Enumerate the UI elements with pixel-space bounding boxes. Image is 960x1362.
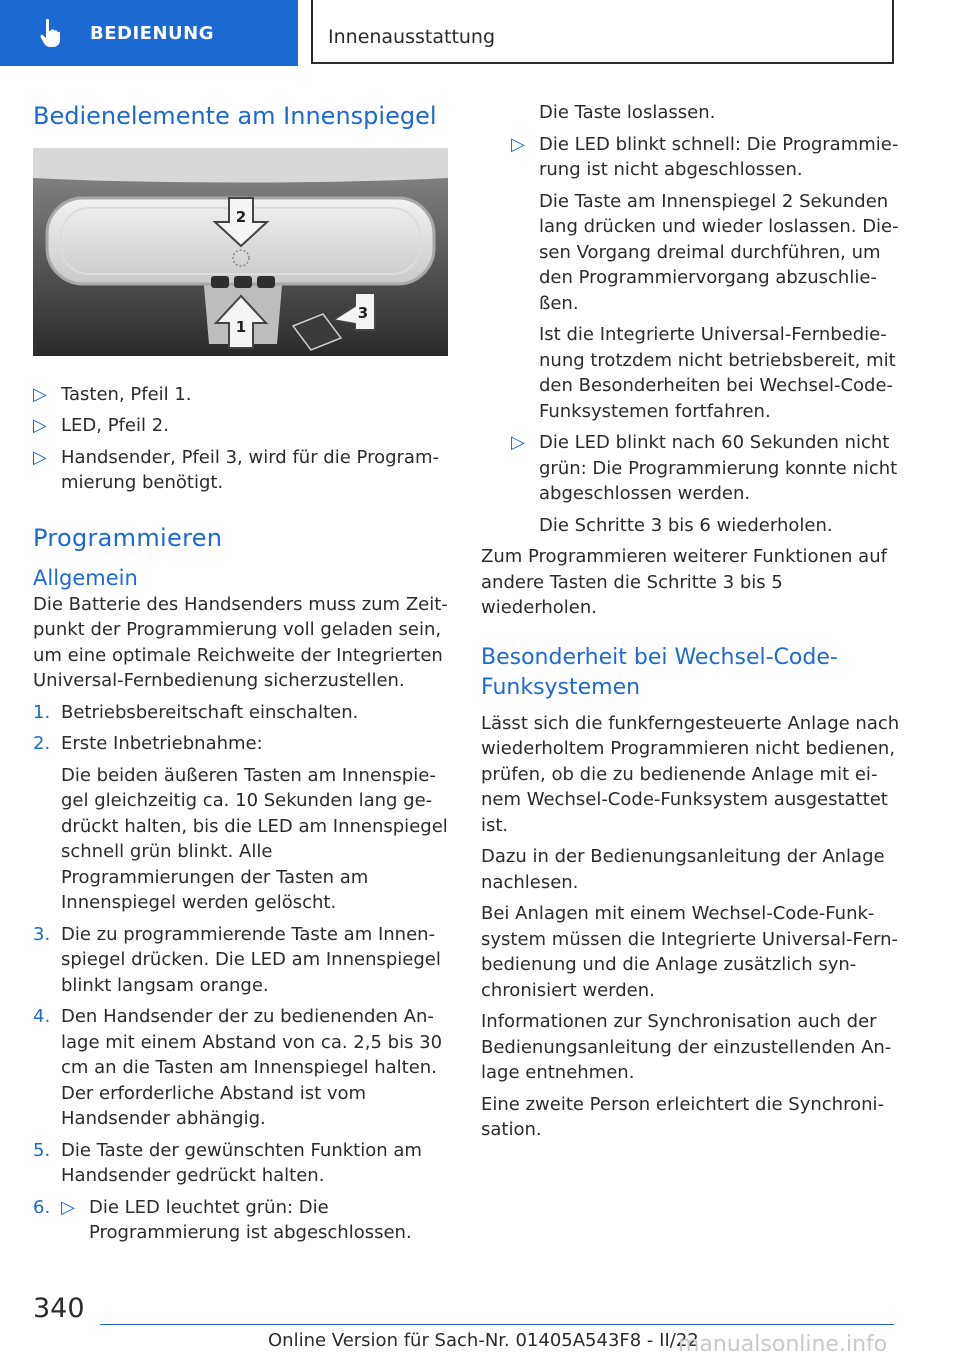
intro-paragraph: Die Batterie des Handsenders muss zum Zeitpunkt der Programmierung voll geladen sein, um eine optimale Reichweite der Integrierten Universal-Fernbedienung sicherzustellen. bbox=[33, 593, 448, 691]
section-heading: Besonderheit bei Wechsel-Code-Funksystemen bbox=[481, 644, 838, 700]
paragraph: Informationen zur Synchronisation auch der Bedienungsanleitung der einzustellenden Anlage entnehmen. bbox=[481, 1011, 892, 1083]
chapter-label: BEDIENUNG bbox=[90, 22, 214, 44]
list-item: ▷ Handsender, Pfeil 3, wird für die Programmierung benötigt. bbox=[33, 446, 439, 493]
step-item: 1. Betriebsbereitschaft einschalten. bbox=[33, 701, 359, 723]
step-6-outcomes bbox=[61, 1195, 450, 1246]
step-item: 5. Die Taste der gewünschten Funktion am Handsender gedrückt halten. bbox=[33, 1139, 422, 1186]
triangle-bullet-icon: ▷ bbox=[33, 383, 47, 405]
arrow-2-label: 2 bbox=[235, 208, 247, 226]
triangle-bullet-icon: ▷ bbox=[33, 446, 47, 468]
paragraph: Lässt sich die funkferngesteuerte Anlage nach wiederholtem Programmieren nicht bedienen, prüfen, ob die zu bedienende Anlage mit einem Wechsel-Code-Funksystem ausgestattet ist. bbox=[481, 712, 900, 836]
page-header bbox=[0, 0, 960, 66]
section-heading: Programmieren bbox=[33, 523, 223, 552]
list-item: ▷ Die LED blinkt nach 60 Sekunden nicht grün: Die Programmierung konnte nicht abgeschlossen werden. Die Schritte 3 bis 6 wiederholen. bbox=[511, 430, 901, 538]
triangle-bullet-icon: ▷ bbox=[33, 415, 47, 436]
triangle-bullet-icon: ▷ bbox=[61, 1196, 75, 1218]
page-title: Bedienelemente am Innenspiegel bbox=[33, 102, 437, 130]
step-item: 3. Die zu programmierende Taste am Innenspiegel drücken. Die LED am Innenspiegel blinkt langsam orange. bbox=[33, 923, 441, 996]
triangle-bullet-icon: ▷ bbox=[511, 432, 525, 453]
list-item: ▷ Die LED leuchtet grün: Die Programmierung ist abgeschlossen. bbox=[61, 1196, 412, 1243]
right-column bbox=[481, 100, 901, 1143]
section-header bbox=[311, 0, 894, 64]
mirror-illustration bbox=[33, 148, 448, 356]
chapter-tab bbox=[0, 0, 298, 66]
arrow-3-label: 3 bbox=[357, 304, 369, 322]
step-item: 4. Den Handsender der zu bedienenden Anlage mit einem Abstand von ca. 2,5 bis 30 cm an die Tasten am Innenspiegel halten. Der erforderliche Abstand ist vom Handsender abhängig. bbox=[33, 1006, 443, 1129]
page-number: 340 bbox=[33, 1293, 85, 1324]
subsection-heading: Allgemein bbox=[33, 565, 138, 590]
control-list bbox=[33, 382, 450, 496]
paragraph: Bei Anlagen mit einem Wechsel-Code-Funksystem müssen die Integrierte Universal-Fernbedienung und die Anlage zusätzlich synchronisiert werden. bbox=[481, 903, 898, 1001]
list-item: ▷ Tasten, Pfeil 1. bbox=[33, 382, 450, 408]
mirror-button-right bbox=[257, 276, 275, 288]
paragraph: Dazu in der Bedienungsanleitung der Anlage nachlesen. bbox=[481, 846, 885, 893]
paragraph: Eine zweite Person erleichtert die Synchronisation. bbox=[481, 1093, 884, 1140]
continuation-text: Die Taste loslassen. bbox=[539, 102, 716, 123]
footer-version-text: Online Version für Sach-Nr. 01405A543F8 - II/22 bbox=[268, 1330, 699, 1351]
mirror-button-left bbox=[211, 276, 229, 288]
step-item: 2. Erste Inbetriebnahme: Die beiden äußeren Tasten am Innenspiegel gleichzeitig ca. 10 Sekunden lang gedrückt halten, bis die LED am Innenspiegel schnell grün blinkt. Alle Programmierungen der Tasten am Innenspiegel werden gelöscht. bbox=[33, 731, 450, 916]
watermark: manualsonline.info bbox=[678, 1332, 888, 1357]
outcome-detail: Die Schritte 3 bis 6 wiederholen. bbox=[539, 514, 833, 536]
mirror-button-middle bbox=[234, 276, 252, 288]
outcome-detail: Ist die Integrierte Universal-Fernbedienung trotzdem nicht betriebsbereit, mit den Besonderheiten bei Wechsel-Code-Funksystemen fortfahren. bbox=[539, 324, 896, 422]
left-column bbox=[33, 100, 450, 1246]
list-item: ▷ Die LED blinkt schnell: Die Programmierung ist nicht abgeschlossen. Die Taste am Innenspiegel 2 Sekunden lang drücken und wieder loslassen. Diesen Vorgang dreimal durchführen, um den Programmiervorgang abzuschließen. Ist die Integrierte Universal-Fernbedienung trotzdem nicht betriebsbereit, mit den Besonderheiten bei Wechsel-Code-Funksystemen fortfahren. bbox=[511, 132, 901, 425]
step-list bbox=[33, 700, 450, 1246]
hand-pointer-icon bbox=[40, 18, 68, 48]
step-item: 6. ▷ Die LED leuchtet grün: Die Programmierung ist abgeschlossen. bbox=[33, 1195, 450, 1246]
arrow-1-label: 1 bbox=[235, 318, 247, 336]
section-label: Innenausstattung bbox=[328, 26, 496, 48]
outcome-detail: Die Taste am Innenspiegel 2 Sekunden lang drücken und wieder loslassen. Diesen Vorgang dreimal durchführen, um den Programmiervorgang abzuschließen. bbox=[539, 190, 899, 314]
outcome-list bbox=[481, 132, 901, 539]
step-detail: Die beiden äußeren Tasten am Innenspiegel gleichzeitig ca. 10 Sekunden lang gedrückt halten, bis die LED am Innenspiegel schnell grün blinkt. Alle Programmierungen der Tasten am Innenspiegel werden gelöscht. bbox=[61, 764, 448, 913]
triangle-bullet-icon: ▷ bbox=[511, 133, 525, 155]
list-item: ▷ LED, Pfeil 2. bbox=[33, 413, 450, 439]
footer-rule bbox=[100, 1324, 894, 1325]
paragraph: Zum Programmieren weiterer Funktionen auf andere Tasten die Schritte 3 bis 5 wiederholen. bbox=[481, 546, 887, 618]
